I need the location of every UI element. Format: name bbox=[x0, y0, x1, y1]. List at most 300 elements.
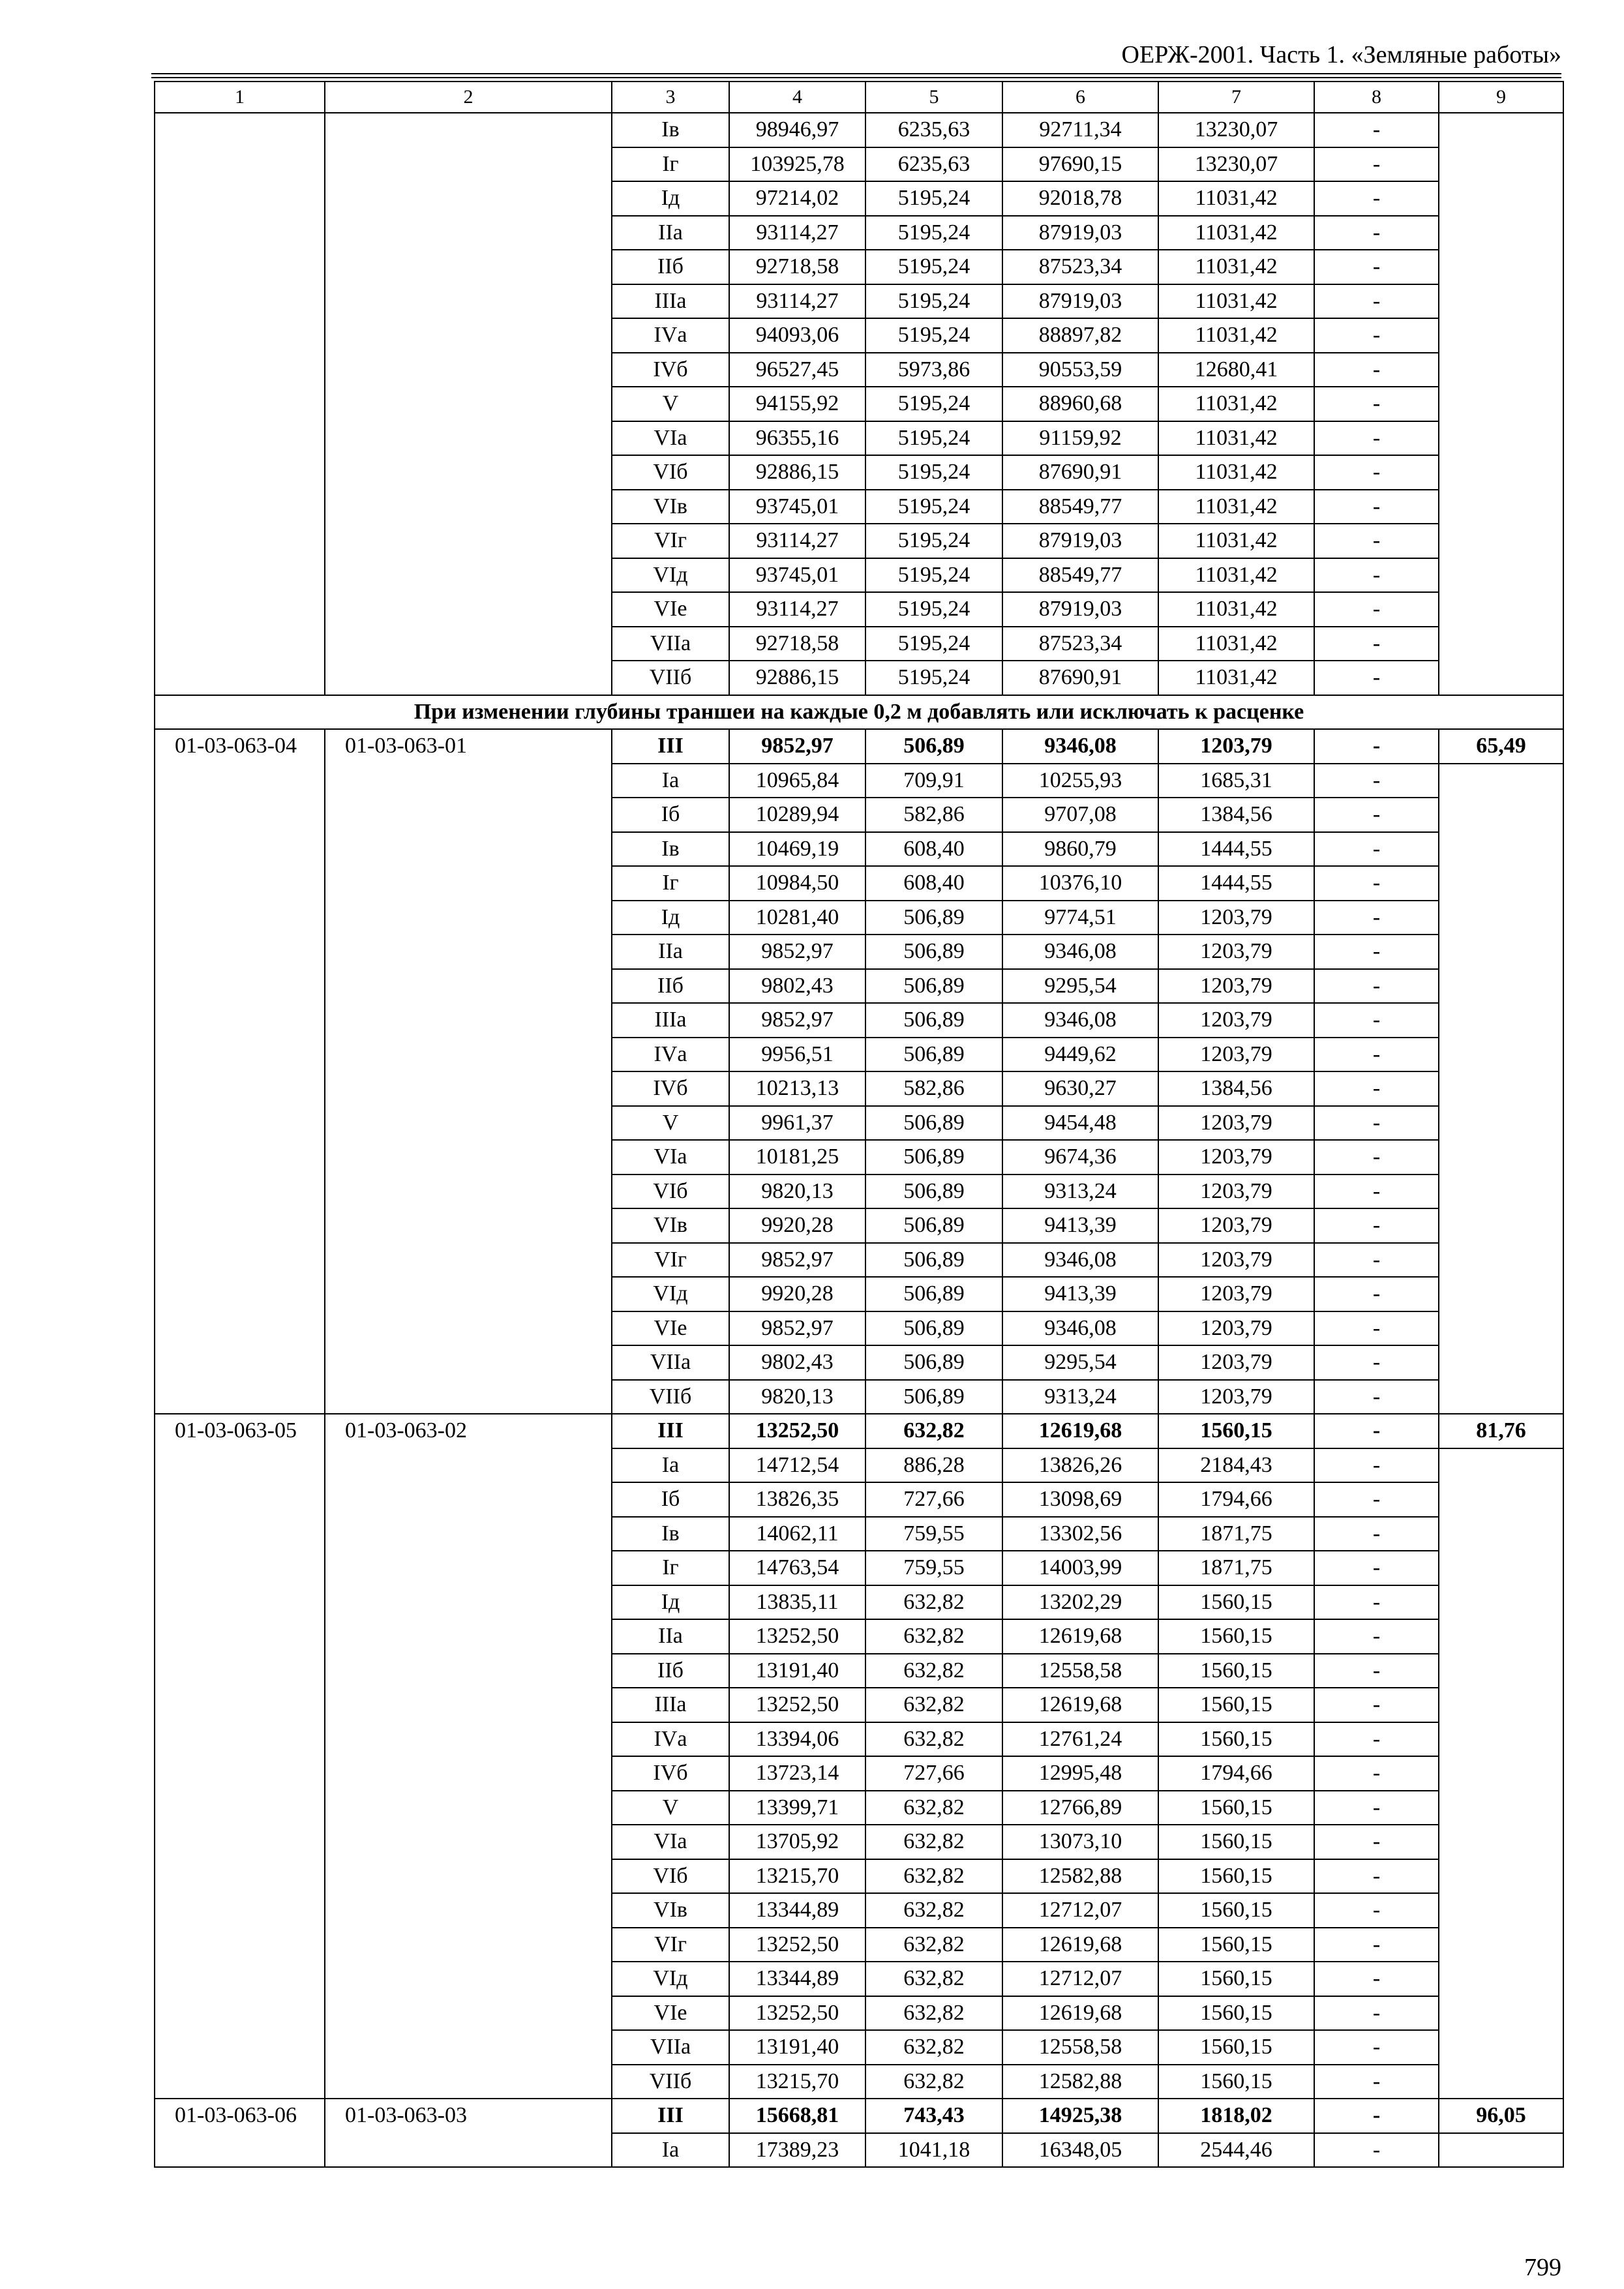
machines-cell: 12619,68 bbox=[1002, 1619, 1158, 1654]
materials-cell: - bbox=[1314, 1482, 1439, 1517]
driver-wages-cell: 1203,79 bbox=[1158, 1174, 1314, 1209]
wages-cell: 506,89 bbox=[865, 1345, 1002, 1380]
driver-wages-cell: 1444,55 bbox=[1158, 832, 1314, 867]
soil-group-cell: Iд bbox=[612, 181, 729, 216]
column-number-row bbox=[155, 82, 1563, 113]
direct-cost-cell: 9920,28 bbox=[729, 1277, 865, 1311]
machines-cell: 87523,34 bbox=[1002, 250, 1158, 284]
direct-cost-cell: 13723,14 bbox=[729, 1756, 865, 1791]
driver-wages-cell: 11031,42 bbox=[1158, 524, 1314, 558]
materials-cell: - bbox=[1314, 1996, 1439, 2031]
direct-cost-cell: 13394,06 bbox=[729, 1722, 865, 1757]
machines-cell: 87523,34 bbox=[1002, 627, 1158, 661]
soil-group-cell: IIа bbox=[612, 1619, 729, 1654]
header-divider bbox=[151, 73, 1561, 78]
wages-cell: 632,82 bbox=[865, 1722, 1002, 1757]
direct-cost-cell: 10281,40 bbox=[729, 901, 865, 935]
machines-cell: 12766,89 bbox=[1002, 1791, 1158, 1825]
driver-wages-cell: 1203,79 bbox=[1158, 901, 1314, 935]
wages-cell: 5195,24 bbox=[865, 318, 1002, 353]
soil-group-cell: III bbox=[612, 729, 729, 764]
direct-cost-cell: 13215,70 bbox=[729, 1859, 865, 1894]
wages-cell: 743,43 bbox=[865, 2099, 1002, 2133]
materials-cell: - bbox=[1314, 216, 1439, 250]
materials-cell: - bbox=[1314, 592, 1439, 627]
driver-wages-cell: 11031,42 bbox=[1158, 318, 1314, 353]
column-number: 8 bbox=[1314, 82, 1439, 113]
driver-wages-cell: 1685,31 bbox=[1158, 764, 1314, 798]
machines-cell: 9346,08 bbox=[1002, 729, 1158, 764]
soil-group-cell: IIа bbox=[612, 216, 729, 250]
machines-cell: 87919,03 bbox=[1002, 592, 1158, 627]
wages-cell: 506,89 bbox=[865, 1208, 1002, 1243]
driver-wages-cell: 13230,07 bbox=[1158, 147, 1314, 182]
direct-cost-cell: 10965,84 bbox=[729, 764, 865, 798]
direct-cost-cell: 13399,71 bbox=[729, 1791, 865, 1825]
machines-cell: 88960,68 bbox=[1002, 387, 1158, 421]
materials-cell: - bbox=[1314, 421, 1439, 456]
soil-group-cell: VIд bbox=[612, 1962, 729, 1996]
wages-cell: 5195,24 bbox=[865, 181, 1002, 216]
wages-cell: 506,89 bbox=[865, 1003, 1002, 1038]
wages-cell: 632,82 bbox=[865, 1654, 1002, 1688]
driver-wages-cell: 1203,79 bbox=[1158, 1243, 1314, 1278]
machines-cell: 12558,58 bbox=[1002, 1654, 1158, 1688]
materials-cell: - bbox=[1314, 901, 1439, 935]
driver-wages-cell: 1203,79 bbox=[1158, 1038, 1314, 1072]
direct-cost-cell: 94155,92 bbox=[729, 387, 865, 421]
soil-group-cell: Iа bbox=[612, 1448, 729, 1483]
driver-wages-cell: 11031,42 bbox=[1158, 455, 1314, 490]
direct-cost-cell: 9802,43 bbox=[729, 1345, 865, 1380]
materials-cell: - bbox=[1314, 1003, 1439, 1038]
direct-cost-cell: 96355,16 bbox=[729, 421, 865, 456]
soil-group-cell: Iа bbox=[612, 764, 729, 798]
soil-group-cell: IIIа bbox=[612, 284, 729, 319]
wages-cell: 608,40 bbox=[865, 866, 1002, 901]
base-rate-code-cell: 01-03-063-03 bbox=[325, 2099, 612, 2167]
soil-group-cell: IVб bbox=[612, 1756, 729, 1791]
wages-cell: 506,89 bbox=[865, 1277, 1002, 1311]
section-header-row bbox=[155, 695, 1563, 730]
soil-group-cell: IVа bbox=[612, 318, 729, 353]
materials-cell: - bbox=[1314, 1688, 1439, 1722]
soil-group-cell: VIг bbox=[612, 524, 729, 558]
machines-cell: 13098,69 bbox=[1002, 1482, 1158, 1517]
wages-cell: 632,82 bbox=[865, 1688, 1002, 1722]
machines-cell: 16348,05 bbox=[1002, 2133, 1158, 2168]
direct-cost-cell: 15668,81 bbox=[729, 2099, 865, 2133]
soil-group-cell: V bbox=[612, 387, 729, 421]
materials-cell: - bbox=[1314, 558, 1439, 593]
driver-wages-cell: 1203,79 bbox=[1158, 1345, 1314, 1380]
soil-group-cell: VIе bbox=[612, 592, 729, 627]
materials-cell: - bbox=[1314, 1174, 1439, 1209]
soil-group-cell: Iг bbox=[612, 147, 729, 182]
direct-cost-cell: 9820,13 bbox=[729, 1380, 865, 1414]
driver-wages-cell: 1560,15 bbox=[1158, 1791, 1314, 1825]
soil-group-cell: VIд bbox=[612, 558, 729, 593]
materials-cell: - bbox=[1314, 1345, 1439, 1380]
driver-wages-cell: 11031,42 bbox=[1158, 284, 1314, 319]
driver-wages-cell: 1203,79 bbox=[1158, 1140, 1314, 1174]
driver-wages-cell: 1203,79 bbox=[1158, 969, 1314, 1004]
materials-cell: - bbox=[1314, 490, 1439, 524]
machines-cell: 9674,36 bbox=[1002, 1140, 1158, 1174]
soil-group-cell: III bbox=[612, 2099, 729, 2133]
soil-group-cell: VIв bbox=[612, 1893, 729, 1928]
machines-cell: 9630,27 bbox=[1002, 1071, 1158, 1106]
wages-cell: 759,55 bbox=[865, 1551, 1002, 1585]
soil-group-cell: Iв bbox=[612, 113, 729, 147]
machines-cell: 9449,62 bbox=[1002, 1038, 1158, 1072]
driver-wages-cell: 1560,15 bbox=[1158, 1585, 1314, 1620]
base-code-cell-empty bbox=[325, 113, 612, 695]
soil-group-cell: IIб bbox=[612, 969, 729, 1004]
labor-cell-empty bbox=[1439, 2133, 1563, 2168]
machines-cell: 12582,88 bbox=[1002, 1859, 1158, 1894]
driver-wages-cell: 1560,15 bbox=[1158, 1619, 1314, 1654]
table-row bbox=[155, 113, 1563, 147]
machines-cell: 9454,48 bbox=[1002, 1106, 1158, 1141]
soil-group-cell: VIе bbox=[612, 1311, 729, 1346]
soil-group-cell: Iд bbox=[612, 901, 729, 935]
machines-cell: 87690,91 bbox=[1002, 455, 1158, 490]
machines-cell: 9707,08 bbox=[1002, 798, 1158, 832]
driver-wages-cell: 11031,42 bbox=[1158, 216, 1314, 250]
driver-wages-cell: 11031,42 bbox=[1158, 250, 1314, 284]
materials-cell: - bbox=[1314, 1208, 1439, 1243]
direct-cost-cell: 9920,28 bbox=[729, 1208, 865, 1243]
direct-cost-cell: 93114,27 bbox=[729, 592, 865, 627]
driver-wages-cell: 11031,42 bbox=[1158, 661, 1314, 695]
column-number: 5 bbox=[865, 82, 1002, 113]
materials-cell: - bbox=[1314, 1551, 1439, 1585]
wages-cell: 5195,24 bbox=[865, 216, 1002, 250]
soil-group-cell: VIв bbox=[612, 1208, 729, 1243]
soil-group-cell: Iб bbox=[612, 1482, 729, 1517]
base-rate-code-cell: 01-03-063-02 bbox=[325, 1414, 612, 2099]
direct-cost-cell: 13705,92 bbox=[729, 1825, 865, 1859]
machines-cell: 14925,38 bbox=[1002, 2099, 1158, 2133]
wages-cell: 5195,24 bbox=[865, 421, 1002, 456]
wages-cell: 506,89 bbox=[865, 1106, 1002, 1141]
driver-wages-cell: 1560,15 bbox=[1158, 1688, 1314, 1722]
base-rate-code-cell: 01-03-063-01 bbox=[325, 729, 612, 1414]
labor-cost-cell: 96,05 bbox=[1439, 2099, 1563, 2133]
driver-wages-cell: 1794,66 bbox=[1158, 1482, 1314, 1517]
direct-cost-cell: 14712,54 bbox=[729, 1448, 865, 1483]
driver-wages-cell: 1560,15 bbox=[1158, 1996, 1314, 2031]
wages-cell: 632,82 bbox=[865, 1619, 1002, 1654]
driver-wages-cell: 1560,15 bbox=[1158, 1414, 1314, 1448]
machines-cell: 88897,82 bbox=[1002, 318, 1158, 353]
wages-cell: 5195,24 bbox=[865, 387, 1002, 421]
driver-wages-cell: 1203,79 bbox=[1158, 1277, 1314, 1311]
driver-wages-cell: 11031,42 bbox=[1158, 490, 1314, 524]
driver-wages-cell: 1203,79 bbox=[1158, 1380, 1314, 1414]
wages-cell: 608,40 bbox=[865, 832, 1002, 867]
wages-cell: 506,89 bbox=[865, 1311, 1002, 1346]
soil-group-cell: V bbox=[612, 1791, 729, 1825]
soil-group-cell: VIг bbox=[612, 1243, 729, 1278]
driver-wages-cell: 1794,66 bbox=[1158, 1756, 1314, 1791]
materials-cell: - bbox=[1314, 729, 1439, 764]
labor-cost-cell: 81,76 bbox=[1439, 1414, 1563, 1448]
materials-cell: - bbox=[1314, 318, 1439, 353]
section-title: При изменении глубины траншеи на каждые 0,2 м добавлять или исключать к расценке bbox=[155, 695, 1563, 730]
direct-cost-cell: 13191,40 bbox=[729, 1654, 865, 1688]
machines-cell: 9313,24 bbox=[1002, 1380, 1158, 1414]
column-number: 6 bbox=[1002, 82, 1158, 113]
driver-wages-cell: 2184,43 bbox=[1158, 1448, 1314, 1483]
driver-wages-cell: 11031,42 bbox=[1158, 627, 1314, 661]
machines-cell: 12619,68 bbox=[1002, 1688, 1158, 1722]
machines-cell: 9346,08 bbox=[1002, 1003, 1158, 1038]
materials-cell: - bbox=[1314, 524, 1439, 558]
materials-cell: - bbox=[1314, 147, 1439, 182]
machines-cell: 10376,10 bbox=[1002, 866, 1158, 901]
soil-group-cell: VIа bbox=[612, 1140, 729, 1174]
soil-group-cell: IVб bbox=[612, 1071, 729, 1106]
wages-cell: 5195,24 bbox=[865, 661, 1002, 695]
soil-group-cell: VIIа bbox=[612, 2030, 729, 2065]
materials-cell: - bbox=[1314, 1311, 1439, 1346]
materials-cell: - bbox=[1314, 1414, 1439, 1448]
direct-cost-cell: 10181,25 bbox=[729, 1140, 865, 1174]
driver-wages-cell: 11031,42 bbox=[1158, 558, 1314, 593]
wages-cell: 506,89 bbox=[865, 901, 1002, 935]
column-number: 2 bbox=[325, 82, 612, 113]
materials-cell: - bbox=[1314, 1106, 1439, 1141]
wages-cell: 6235,63 bbox=[865, 113, 1002, 147]
machines-cell: 9295,54 bbox=[1002, 969, 1158, 1004]
driver-wages-cell: 1871,75 bbox=[1158, 1517, 1314, 1551]
wages-cell: 506,89 bbox=[865, 935, 1002, 969]
wages-cell: 506,89 bbox=[865, 1174, 1002, 1209]
machines-cell: 9413,39 bbox=[1002, 1208, 1158, 1243]
wages-cell: 632,82 bbox=[865, 1414, 1002, 1448]
direct-cost-cell: 93114,27 bbox=[729, 216, 865, 250]
soil-group-cell: VIг bbox=[612, 1928, 729, 1962]
wages-cell: 632,82 bbox=[865, 1859, 1002, 1894]
driver-wages-cell: 1560,15 bbox=[1158, 1893, 1314, 1928]
direct-cost-cell: 94093,06 bbox=[729, 318, 865, 353]
wages-cell: 632,82 bbox=[865, 1825, 1002, 1859]
materials-cell: - bbox=[1314, 1893, 1439, 1928]
direct-cost-cell: 10984,50 bbox=[729, 866, 865, 901]
machines-cell: 92711,34 bbox=[1002, 113, 1158, 147]
driver-wages-cell: 1560,15 bbox=[1158, 2065, 1314, 2099]
soil-group-cell: VIIб bbox=[612, 1380, 729, 1414]
machines-cell: 92018,78 bbox=[1002, 181, 1158, 216]
materials-cell: - bbox=[1314, 113, 1439, 147]
driver-wages-cell: 1203,79 bbox=[1158, 935, 1314, 969]
machines-cell: 13826,26 bbox=[1002, 1448, 1158, 1483]
direct-cost-cell: 13252,50 bbox=[729, 1688, 865, 1722]
direct-cost-cell: 9802,43 bbox=[729, 969, 865, 1004]
soil-group-cell: Iв bbox=[612, 1517, 729, 1551]
direct-cost-cell: 10213,13 bbox=[729, 1071, 865, 1106]
soil-group-cell: Iв bbox=[612, 832, 729, 867]
materials-cell: - bbox=[1314, 1859, 1439, 1894]
materials-cell: - bbox=[1314, 250, 1439, 284]
machines-cell: 12995,48 bbox=[1002, 1756, 1158, 1791]
materials-cell: - bbox=[1314, 284, 1439, 319]
table-row bbox=[155, 1414, 1563, 1448]
wages-cell: 632,82 bbox=[865, 1893, 1002, 1928]
machines-cell: 12619,68 bbox=[1002, 1414, 1158, 1448]
machines-cell: 12619,68 bbox=[1002, 1996, 1158, 2031]
soil-group-cell: III bbox=[612, 1414, 729, 1448]
soil-group-cell: IIа bbox=[612, 935, 729, 969]
direct-cost-cell: 10469,19 bbox=[729, 832, 865, 867]
materials-cell: - bbox=[1314, 935, 1439, 969]
soil-group-cell: Iг bbox=[612, 1551, 729, 1585]
soil-group-cell: IVа bbox=[612, 1722, 729, 1757]
materials-cell: - bbox=[1314, 353, 1439, 387]
machines-cell: 9860,79 bbox=[1002, 832, 1158, 867]
driver-wages-cell: 1560,15 bbox=[1158, 1722, 1314, 1757]
materials-cell: - bbox=[1314, 387, 1439, 421]
materials-cell: - bbox=[1314, 1825, 1439, 1859]
column-number: 3 bbox=[612, 82, 729, 113]
machines-cell: 9774,51 bbox=[1002, 901, 1158, 935]
soil-group-cell: IIIа bbox=[612, 1688, 729, 1722]
materials-cell: - bbox=[1314, 2065, 1439, 2099]
soil-group-cell: Iд bbox=[612, 1585, 729, 1620]
wages-cell: 5195,24 bbox=[865, 490, 1002, 524]
wages-cell: 727,66 bbox=[865, 1756, 1002, 1791]
machines-cell: 97690,15 bbox=[1002, 147, 1158, 182]
wages-cell: 759,55 bbox=[865, 1517, 1002, 1551]
materials-cell: - bbox=[1314, 1654, 1439, 1688]
driver-wages-cell: 1871,75 bbox=[1158, 1551, 1314, 1585]
soil-group-cell: VIIб bbox=[612, 2065, 729, 2099]
direct-cost-cell: 93114,27 bbox=[729, 524, 865, 558]
wages-cell: 506,89 bbox=[865, 1243, 1002, 1278]
materials-cell: - bbox=[1314, 1448, 1439, 1483]
machines-cell: 87690,91 bbox=[1002, 661, 1158, 695]
direct-cost-cell: 9852,97 bbox=[729, 729, 865, 764]
driver-wages-cell: 1444,55 bbox=[1158, 866, 1314, 901]
wages-cell: 709,91 bbox=[865, 764, 1002, 798]
materials-cell: - bbox=[1314, 1791, 1439, 1825]
driver-wages-cell: 1560,15 bbox=[1158, 1928, 1314, 1962]
direct-cost-cell: 92718,58 bbox=[729, 627, 865, 661]
soil-group-cell: VIд bbox=[612, 1277, 729, 1311]
wages-cell: 582,86 bbox=[865, 798, 1002, 832]
machines-cell: 10255,93 bbox=[1002, 764, 1158, 798]
materials-cell: - bbox=[1314, 2133, 1439, 2168]
rates-table bbox=[154, 81, 1564, 2168]
driver-wages-cell: 13230,07 bbox=[1158, 113, 1314, 147]
soil-group-cell: VIIа bbox=[612, 1345, 729, 1380]
direct-cost-cell: 17389,23 bbox=[729, 2133, 865, 2168]
soil-group-cell: Iа bbox=[612, 2133, 729, 2168]
wages-cell: 6235,63 bbox=[865, 147, 1002, 182]
driver-wages-cell: 1560,15 bbox=[1158, 1825, 1314, 1859]
direct-cost-cell: 13826,35 bbox=[729, 1482, 865, 1517]
driver-wages-cell: 11031,42 bbox=[1158, 181, 1314, 216]
soil-group-cell: IIIа bbox=[612, 1003, 729, 1038]
materials-cell: - bbox=[1314, 2099, 1439, 2133]
driver-wages-cell: 12680,41 bbox=[1158, 353, 1314, 387]
materials-cell: - bbox=[1314, 627, 1439, 661]
direct-cost-cell: 13252,50 bbox=[729, 1619, 865, 1654]
direct-cost-cell: 13215,70 bbox=[729, 2065, 865, 2099]
wages-cell: 5195,24 bbox=[865, 592, 1002, 627]
machines-cell: 91159,92 bbox=[1002, 421, 1158, 456]
driver-wages-cell: 1560,15 bbox=[1158, 2030, 1314, 2065]
driver-wages-cell: 1384,56 bbox=[1158, 798, 1314, 832]
machines-cell: 88549,77 bbox=[1002, 558, 1158, 593]
driver-wages-cell: 1203,79 bbox=[1158, 1003, 1314, 1038]
machines-cell: 90553,59 bbox=[1002, 353, 1158, 387]
soil-group-cell: VIа bbox=[612, 1825, 729, 1859]
rate-code-cell: 01-03-063-06 bbox=[155, 2099, 325, 2167]
machines-cell: 12619,68 bbox=[1002, 1928, 1158, 1962]
materials-cell: - bbox=[1314, 1038, 1439, 1072]
column-number: 4 bbox=[729, 82, 865, 113]
direct-cost-cell: 97214,02 bbox=[729, 181, 865, 216]
direct-cost-cell: 13344,89 bbox=[729, 1962, 865, 1996]
direct-cost-cell: 98946,97 bbox=[729, 113, 865, 147]
materials-cell: - bbox=[1314, 866, 1439, 901]
wages-cell: 5195,24 bbox=[865, 524, 1002, 558]
machines-cell: 12582,88 bbox=[1002, 2065, 1158, 2099]
materials-cell: - bbox=[1314, 1928, 1439, 1962]
direct-cost-cell: 92886,15 bbox=[729, 661, 865, 695]
machines-cell: 9346,08 bbox=[1002, 935, 1158, 969]
wages-cell: 886,28 bbox=[865, 1448, 1002, 1483]
soil-group-cell: VIб bbox=[612, 455, 729, 490]
machines-cell: 9346,08 bbox=[1002, 1243, 1158, 1278]
machines-cell: 9346,08 bbox=[1002, 1311, 1158, 1346]
direct-cost-cell: 93745,01 bbox=[729, 490, 865, 524]
column-number: 9 bbox=[1439, 82, 1563, 113]
driver-wages-cell: 1203,79 bbox=[1158, 1311, 1314, 1346]
materials-cell: - bbox=[1314, 1517, 1439, 1551]
direct-cost-cell: 96527,45 bbox=[729, 353, 865, 387]
rate-code-cell: 01-03-063-05 bbox=[155, 1414, 325, 2099]
materials-cell: - bbox=[1314, 455, 1439, 490]
labor-cell-empty bbox=[1439, 113, 1563, 695]
machines-cell: 13302,56 bbox=[1002, 1517, 1158, 1551]
driver-wages-cell: 11031,42 bbox=[1158, 592, 1314, 627]
materials-cell: - bbox=[1314, 661, 1439, 695]
wages-cell: 727,66 bbox=[865, 1482, 1002, 1517]
soil-group-cell: IVа bbox=[612, 1038, 729, 1072]
soil-group-cell: IIб bbox=[612, 1654, 729, 1688]
rates-table-body bbox=[155, 82, 1563, 2167]
materials-cell: - bbox=[1314, 764, 1439, 798]
machines-cell: 14003,99 bbox=[1002, 1551, 1158, 1585]
direct-cost-cell: 13252,50 bbox=[729, 1996, 865, 2031]
machines-cell: 9295,54 bbox=[1002, 1345, 1158, 1380]
direct-cost-cell: 9852,97 bbox=[729, 1243, 865, 1278]
driver-wages-cell: 11031,42 bbox=[1158, 421, 1314, 456]
wages-cell: 632,82 bbox=[865, 1585, 1002, 1620]
materials-cell: - bbox=[1314, 1243, 1439, 1278]
direct-cost-cell: 13344,89 bbox=[729, 1893, 865, 1928]
column-number: 7 bbox=[1158, 82, 1314, 113]
wages-cell: 582,86 bbox=[865, 1071, 1002, 1106]
driver-wages-cell: 1203,79 bbox=[1158, 1106, 1314, 1141]
wages-cell: 506,89 bbox=[865, 969, 1002, 1004]
driver-wages-cell: 2544,46 bbox=[1158, 2133, 1314, 2168]
direct-cost-cell: 14763,54 bbox=[729, 1551, 865, 1585]
